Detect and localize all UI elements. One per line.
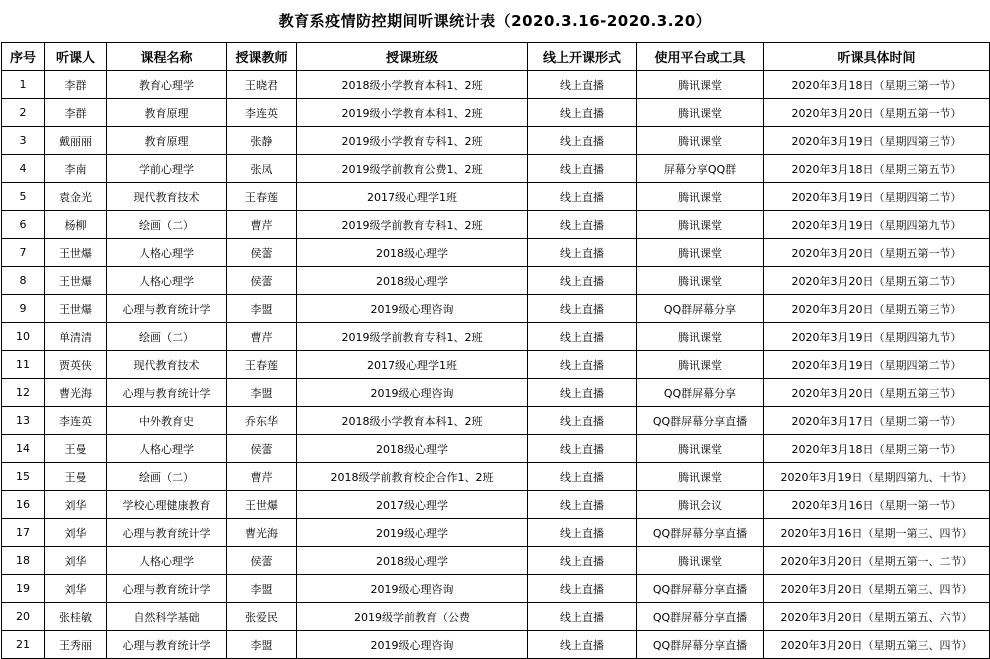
cell-teacher[interactable]: 张凤 <box>227 155 297 183</box>
cell-course[interactable]: 现代教育技术 <box>107 351 227 379</box>
cell-platform[interactable]: 腾讯课堂 <box>637 267 764 295</box>
cell-teacher[interactable]: 王晓君 <box>227 71 297 99</box>
cell-index[interactable]: 15 <box>2 463 45 491</box>
cell-observer[interactable]: 李连英 <box>45 407 107 435</box>
cell-format[interactable]: 线上直播 <box>528 631 637 659</box>
cell-time[interactable]: 2020年3月20日（星期五第一节） <box>764 239 990 267</box>
table-row <box>2 127 990 155</box>
cell-index[interactable]: 5 <box>2 183 45 211</box>
cell-course[interactable]: 心理与教育统计学 <box>107 519 227 547</box>
cell-time[interactable]: 2020年3月18日（星期三第五节） <box>764 155 990 183</box>
cell-platform[interactable]: 腾讯课堂 <box>637 463 764 491</box>
table-row <box>2 519 990 547</box>
header-cell-observer[interactable]: 听课人 <box>45 43 107 71</box>
cell-observer[interactable]: 李群 <box>45 71 107 99</box>
cell-class[interactable]: 2018级心理学 <box>297 435 528 463</box>
cell-class[interactable]: 2019级学前教育专科1、2班 <box>297 323 528 351</box>
header-cell-course[interactable]: 课程名称 <box>107 43 227 71</box>
cell-observer[interactable]: 曹光海 <box>45 379 107 407</box>
cell-course[interactable]: 人格心理学 <box>107 435 227 463</box>
cell-index[interactable]: 8 <box>2 267 45 295</box>
cell-format[interactable]: 线上直播 <box>528 351 637 379</box>
cell-format[interactable]: 线上直播 <box>528 519 637 547</box>
cell-platform[interactable]: 腾讯课堂 <box>637 351 764 379</box>
cell-course[interactable]: 人格心理学 <box>107 267 227 295</box>
cell-teacher[interactable]: 曹光海 <box>227 519 297 547</box>
cell-teacher[interactable]: 侯蕾 <box>227 547 297 575</box>
cell-index[interactable]: 17 <box>2 519 45 547</box>
cell-index[interactable]: 20 <box>2 603 45 631</box>
cell-course[interactable]: 教育原理 <box>107 99 227 127</box>
cell-index[interactable]: 3 <box>2 127 45 155</box>
table-row <box>2 351 990 379</box>
cell-teacher[interactable]: 侯蕾 <box>227 435 297 463</box>
table-row <box>2 155 990 183</box>
table-row <box>2 547 990 575</box>
cell-platform[interactable]: QQ群屏幕分享 <box>637 379 764 407</box>
cell-observer[interactable]: 王世爆 <box>45 295 107 323</box>
cell-index[interactable]: 7 <box>2 239 45 267</box>
cell-time[interactable]: 2020年3月16日（星期一第三、四节） <box>764 519 990 547</box>
cell-index[interactable]: 6 <box>2 211 45 239</box>
cell-index[interactable]: 4 <box>2 155 45 183</box>
header-cell-teacher[interactable]: 授课教师 <box>227 43 297 71</box>
cell-observer[interactable]: 王世爆 <box>45 267 107 295</box>
cell-platform[interactable]: QQ群屏幕分享 <box>637 295 764 323</box>
cell-index[interactable]: 2 <box>2 99 45 127</box>
cell-observer[interactable]: 王曼 <box>45 435 107 463</box>
cell-time[interactable]: 2020年3月19日（星期四第二节） <box>764 351 990 379</box>
table-row <box>2 463 990 491</box>
cell-time[interactable]: 2020年3月20日（星期五第一节） <box>764 99 990 127</box>
cell-index[interactable]: 19 <box>2 575 45 603</box>
cell-teacher[interactable]: 曹芹 <box>227 323 297 351</box>
cell-course[interactable]: 学前心理学 <box>107 155 227 183</box>
cell-observer[interactable]: 刘华 <box>45 547 107 575</box>
cell-class[interactable]: 2019级小学教育专科1、2班 <box>297 127 528 155</box>
cell-format[interactable]: 线上直播 <box>528 407 637 435</box>
cell-platform[interactable]: QQ群屏幕分享直播 <box>637 631 764 659</box>
cell-class[interactable]: 2018级心理学 <box>297 547 528 575</box>
cell-format[interactable]: 线上直播 <box>528 603 637 631</box>
cell-platform[interactable]: 腾讯会议 <box>637 491 764 519</box>
cell-format[interactable]: 线上直播 <box>528 211 637 239</box>
cell-format[interactable]: 线上直播 <box>528 267 637 295</box>
cell-format[interactable]: 线上直播 <box>528 323 637 351</box>
table-row <box>2 183 990 211</box>
cell-time[interactable]: 2020年3月20日（星期五第三节） <box>764 379 990 407</box>
cell-platform[interactable]: QQ群屏幕分享直播 <box>637 519 764 547</box>
cell-time[interactable]: 2020年3月20日（星期五第三、四节） <box>764 575 990 603</box>
cell-teacher[interactable]: 李盟 <box>227 379 297 407</box>
cell-format[interactable]: 线上直播 <box>528 435 637 463</box>
cell-index[interactable]: 13 <box>2 407 45 435</box>
cell-teacher[interactable]: 张静 <box>227 127 297 155</box>
cell-teacher[interactable]: 李盟 <box>227 295 297 323</box>
cell-platform[interactable]: 腾讯课堂 <box>637 71 764 99</box>
cell-teacher[interactable]: 曹芹 <box>227 463 297 491</box>
cell-format[interactable]: 线上直播 <box>528 71 637 99</box>
statistics-table <box>1 42 990 659</box>
cell-index[interactable]: 1 <box>2 71 45 99</box>
cell-platform[interactable]: 腾讯课堂 <box>637 99 764 127</box>
cell-teacher[interactable]: 王春莲 <box>227 183 297 211</box>
cell-teacher[interactable]: 侯蕾 <box>227 267 297 295</box>
cell-class[interactable]: 2018级小学教育本科1、2班 <box>297 407 528 435</box>
cell-class[interactable]: 2019级学前教育专科1、2班 <box>297 211 528 239</box>
header-cell-index[interactable]: 序号 <box>2 43 45 71</box>
cell-teacher[interactable]: 李连英 <box>227 99 297 127</box>
cell-observer[interactable]: 杨柳 <box>45 211 107 239</box>
cell-index[interactable]: 9 <box>2 295 45 323</box>
cell-index[interactable]: 16 <box>2 491 45 519</box>
cell-index[interactable]: 21 <box>2 631 45 659</box>
cell-observer[interactable]: 袁金光 <box>45 183 107 211</box>
cell-time[interactable]: 2020年3月20日（星期五第五、六节） <box>764 603 990 631</box>
cell-observer[interactable]: 王秀丽 <box>45 631 107 659</box>
header-row <box>2 43 990 71</box>
cell-teacher[interactable]: 王世爆 <box>227 491 297 519</box>
cell-course[interactable]: 绘画（二） <box>107 463 227 491</box>
cell-class[interactable]: 2019级心理咨询 <box>297 295 528 323</box>
cell-observer[interactable]: 刘华 <box>45 575 107 603</box>
cell-class[interactable]: 2017级心理学1班 <box>297 351 528 379</box>
table-row <box>2 71 990 99</box>
cell-teacher[interactable]: 张爱民 <box>227 603 297 631</box>
cell-index[interactable]: 10 <box>2 323 45 351</box>
cell-time[interactable]: 2020年3月19日（星期四第二节） <box>764 183 990 211</box>
cell-format[interactable]: 线上直播 <box>528 575 637 603</box>
cell-format[interactable]: 线上直播 <box>528 155 637 183</box>
cell-class[interactable]: 2018级学前教育校企合作1、2班 <box>297 463 528 491</box>
table-row <box>2 603 990 631</box>
cell-time[interactable]: 2020年3月19日（星期四第九节） <box>764 323 990 351</box>
cell-class[interactable]: 2017级心理学 <box>297 491 528 519</box>
header-cell-platform[interactable]: 使用平台或工具 <box>637 43 764 71</box>
cell-course[interactable]: 教育原理 <box>107 127 227 155</box>
cell-course[interactable]: 自然科学基础 <box>107 603 227 631</box>
cell-time[interactable]: 2020年3月18日（星期三第一节） <box>764 435 990 463</box>
cell-time[interactable]: 2020年3月20日（星期五第一、二节） <box>764 547 990 575</box>
cell-class[interactable]: 2019级心理咨询 <box>297 575 528 603</box>
cell-observer[interactable]: 李群 <box>45 99 107 127</box>
cell-time[interactable]: 2020年3月19日（星期四第九节） <box>764 211 990 239</box>
table-row <box>2 267 990 295</box>
table-row <box>2 239 990 267</box>
cell-teacher[interactable]: 曹芹 <box>227 211 297 239</box>
cell-platform[interactable]: 腾讯课堂 <box>637 127 764 155</box>
cell-format[interactable]: 线上直播 <box>528 547 637 575</box>
cell-time[interactable]: 2020年3月19日（星期四第九、十节） <box>764 463 990 491</box>
cell-observer[interactable]: 刘华 <box>45 519 107 547</box>
cell-observer[interactable]: 单清清 <box>45 323 107 351</box>
table-row <box>2 407 990 435</box>
header-cell-class[interactable]: 授课班级 <box>297 43 528 71</box>
cell-course[interactable]: 人格心理学 <box>107 239 227 267</box>
cell-platform[interactable]: 腾讯课堂 <box>637 323 764 351</box>
cell-format[interactable]: 线上直播 <box>528 463 637 491</box>
cell-teacher[interactable]: 乔东华 <box>227 407 297 435</box>
cell-course[interactable]: 心理与教育统计学 <box>107 379 227 407</box>
cell-time[interactable]: 2020年3月20日（星期五第二节） <box>764 267 990 295</box>
table-row <box>2 323 990 351</box>
table-row <box>2 491 990 519</box>
cell-class[interactable]: 2019级心理咨询 <box>297 379 528 407</box>
cell-index[interactable]: 11 <box>2 351 45 379</box>
cell-course[interactable]: 绘画（二） <box>107 323 227 351</box>
cell-class[interactable]: 2017级心理学1班 <box>297 183 528 211</box>
cell-course[interactable]: 人格心理学 <box>107 547 227 575</box>
table-row <box>2 295 990 323</box>
cell-platform[interactable]: 屏幕分享QQ群 <box>637 155 764 183</box>
cell-course[interactable]: 心理与教育统计学 <box>107 295 227 323</box>
cell-class[interactable]: 2018级心理学 <box>297 267 528 295</box>
cell-class[interactable]: 2018级心理学 <box>297 239 528 267</box>
cell-platform[interactable]: 腾讯课堂 <box>637 435 764 463</box>
cell-course[interactable]: 心理与教育统计学 <box>107 631 227 659</box>
cell-observer[interactable]: 王世爆 <box>45 239 107 267</box>
cell-format[interactable]: 线上直播 <box>528 99 637 127</box>
cell-format[interactable]: 线上直播 <box>528 239 637 267</box>
table-row <box>2 575 990 603</box>
cell-time[interactable]: 2020年3月17日（星期二第一节） <box>764 407 990 435</box>
cell-format[interactable]: 线上直播 <box>528 379 637 407</box>
cell-class[interactable]: 2019级学前教育公费1、2班 <box>297 155 528 183</box>
table-row <box>2 379 990 407</box>
cell-platform[interactable]: 腾讯课堂 <box>637 547 764 575</box>
cell-time[interactable]: 2020年3月20日（星期五第三、四节） <box>764 631 990 659</box>
header-cell-format[interactable]: 线上开课形式 <box>528 43 637 71</box>
cell-platform[interactable]: 腾讯课堂 <box>637 239 764 267</box>
cell-teacher[interactable]: 侯蕾 <box>227 239 297 267</box>
cell-class[interactable]: 2019级心理学 <box>297 519 528 547</box>
cell-platform[interactable]: 腾讯课堂 <box>637 183 764 211</box>
cell-class[interactable]: 2019级心理咨询 <box>297 631 528 659</box>
cell-course[interactable]: 教育心理学 <box>107 71 227 99</box>
cell-course[interactable]: 学校心理健康教育 <box>107 491 227 519</box>
cell-platform[interactable]: QQ群屏幕分享直播 <box>637 407 764 435</box>
cell-course[interactable]: 现代教育技术 <box>107 183 227 211</box>
table-row <box>2 211 990 239</box>
cell-teacher[interactable]: 李盟 <box>227 575 297 603</box>
cell-index[interactable]: 18 <box>2 547 45 575</box>
cell-class[interactable]: 2018级小学教育本科1、2班 <box>297 71 528 99</box>
cell-course[interactable]: 心理与教育统计学 <box>107 575 227 603</box>
cell-format[interactable]: 线上直播 <box>528 183 637 211</box>
cell-teacher[interactable]: 王春莲 <box>227 351 297 379</box>
cell-observer[interactable]: 李南 <box>45 155 107 183</box>
cell-platform[interactable]: QQ群屏幕分享直播 <box>637 603 764 631</box>
cell-observer[interactable]: 张桂敏 <box>45 603 107 631</box>
cell-time[interactable]: 2020年3月16日（星期一第一节） <box>764 491 990 519</box>
cell-teacher[interactable]: 李盟 <box>227 631 297 659</box>
cell-format[interactable]: 线上直播 <box>528 295 637 323</box>
cell-observer[interactable]: 刘华 <box>45 491 107 519</box>
cell-observer[interactable]: 王曼 <box>45 463 107 491</box>
page-title: 教育系疫情防控期间听课统计表（2020.3.16-2020.3.20） <box>278 12 712 30</box>
cell-time[interactable]: 2020年3月18日（星期三第一节） <box>764 71 990 99</box>
cell-format[interactable]: 线上直播 <box>528 127 637 155</box>
cell-course[interactable]: 绘画（二） <box>107 211 227 239</box>
cell-time[interactable]: 2020年3月19日（星期四第三节） <box>764 127 990 155</box>
cell-index[interactable]: 14 <box>2 435 45 463</box>
cell-observer[interactable]: 贾英侠 <box>45 351 107 379</box>
table-row <box>2 99 990 127</box>
cell-course[interactable]: 中外教育史 <box>107 407 227 435</box>
cell-platform[interactable]: 腾讯课堂 <box>637 211 764 239</box>
cell-format[interactable]: 线上直播 <box>528 491 637 519</box>
cell-observer[interactable]: 戴丽丽 <box>45 127 107 155</box>
header-cell-time[interactable]: 听课具体时间 <box>764 43 990 71</box>
table-row <box>2 631 990 659</box>
cell-index[interactable]: 12 <box>2 379 45 407</box>
cell-platform[interactable]: QQ群屏幕分享直播 <box>637 575 764 603</box>
cell-time[interactable]: 2020年3月20日（星期五第三节） <box>764 295 990 323</box>
table-row <box>2 435 990 463</box>
cell-class[interactable]: 2019级学前教育（公费 <box>297 603 528 631</box>
cell-class[interactable]: 2019级小学教育本科1、2班 <box>297 99 528 127</box>
